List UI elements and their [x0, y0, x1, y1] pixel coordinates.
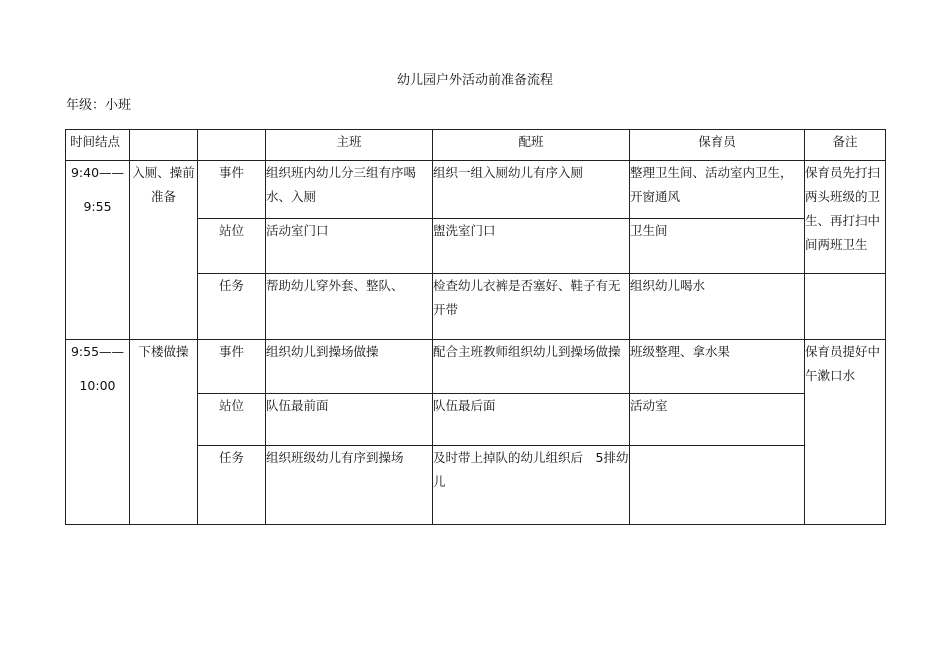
remark-cell: 保育员提好中午漱口水 — [805, 340, 886, 525]
assist-cell: 组织一组入厕幼儿有序入厕 — [433, 161, 630, 219]
table-row — [66, 161, 886, 219]
assist-cell: 检查幼儿衣裤是否塞好、鞋子有无开带 — [433, 274, 630, 340]
header-time: 时间结点 — [66, 130, 130, 161]
main-cell: 活动室门口 — [266, 219, 433, 274]
nurse-cell: 组织幼儿喝水 — [630, 274, 805, 340]
time-end: 9:55 — [83, 199, 112, 214]
assist-cell: 配合主班教师组织幼儿到操场做操 — [433, 340, 630, 394]
document-title: 幼儿园户外活动前准备流程 — [396, 73, 553, 88]
nurse-cell — [630, 446, 805, 525]
header-nurse: 保育员 — [630, 130, 805, 161]
main-cell: 组织幼儿到操场做操 — [266, 340, 433, 394]
nurse-cell: 班级整理、拿水果 — [630, 340, 805, 394]
time-start: 9:40—— — [70, 165, 125, 180]
table-row — [66, 340, 886, 394]
assist-cell: 队伍最后面 — [433, 394, 630, 446]
row-label: 站位 — [198, 219, 266, 274]
row-label: 任务 — [198, 274, 266, 340]
header-remark: 备注 — [805, 130, 886, 161]
time-start: 9:55—— — [70, 344, 125, 359]
row-label: 事件 — [198, 161, 266, 219]
time-end: 10:00 — [79, 378, 116, 393]
main-cell: 组织班内幼儿分三组有序喝水、入厕 — [266, 161, 433, 219]
time-cell — [66, 161, 130, 340]
row-label: 站位 — [198, 394, 266, 446]
main-cell: 帮助幼儿穿外套、整队、 — [266, 274, 433, 340]
assist-cell: 及时带上掉队的幼儿组织后 5排幼儿 — [433, 446, 630, 525]
remark-empty-cell — [805, 274, 886, 340]
header-main: 主班 — [266, 130, 433, 161]
header-blank-label — [198, 130, 266, 161]
main-cell: 队伍最前面 — [266, 394, 433, 446]
process-table — [65, 129, 886, 525]
remark-cell: 保育员先打扫两头班级的卫生、再打扫中间两班卫生 — [805, 161, 886, 274]
phase-cell: 入厕、操前准备 — [130, 161, 198, 340]
nurse-cell: 卫生间 — [630, 219, 805, 274]
nurse-cell: 活动室 — [630, 394, 805, 446]
row-label: 事件 — [198, 340, 266, 394]
time-cell — [66, 340, 130, 525]
table-header-row — [66, 130, 886, 161]
row-label: 任务 — [198, 446, 266, 525]
main-cell: 组织班级幼儿有序到操场 — [266, 446, 433, 525]
assist-cell: 盥洗室门口 — [433, 219, 630, 274]
phase-cell: 下楼做操 — [130, 340, 198, 525]
grade-label: 年级：小班 — [66, 98, 132, 113]
header-assist: 配班 — [433, 130, 630, 161]
nurse-cell: 整理卫生间、活动室内卫生，开窗通风 — [630, 161, 805, 219]
header-blank-phase — [130, 130, 198, 161]
